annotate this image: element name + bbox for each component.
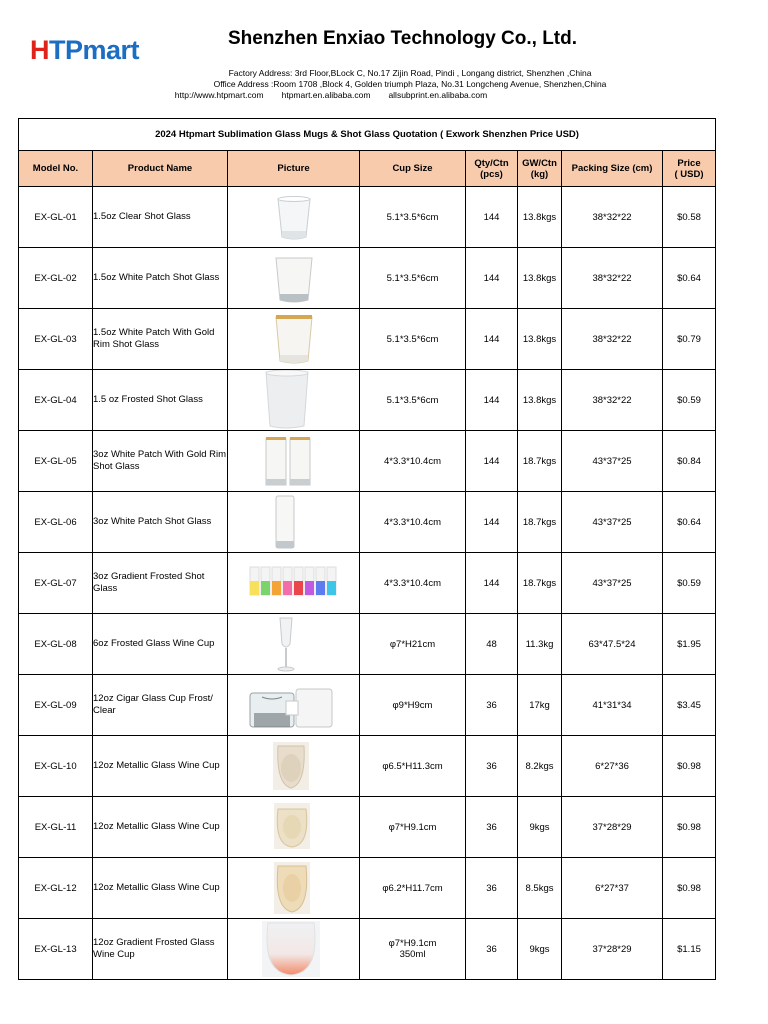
model-number-cell: EX-GL-06 [19,492,93,553]
qty-per-carton-cell: 144 [466,553,518,614]
product-picture-cell [228,797,360,858]
table-row [19,370,716,431]
qty-per-carton-cell: 36 [466,858,518,919]
packing-size-cell: 38*32*22 [562,248,663,309]
gross-weight-cell: 9kgs [518,919,562,980]
product-name-cell: 1.5oz White Patch Shot Glass [93,248,228,309]
price-cell: $0.59 [663,553,716,614]
qty-per-carton-cell: 36 [466,797,518,858]
cup-size-cell: 5.1*3.5*6cm [360,370,466,431]
model-number-cell: EX-GL-12 [19,858,93,919]
gross-weight-cell: 17kg [518,675,562,736]
col-header-cup-size: Cup Size [360,151,466,187]
packing-size-cell: 38*32*22 [562,187,663,248]
cup-size-cell: 4*3.3*10.4cm [360,431,466,492]
price-cell: $0.59 [663,370,716,431]
model-number-cell: EX-GL-09 [19,675,93,736]
qty-header-line1: Qty/Ctn [474,157,509,169]
gross-weight-cell: 9kgs [518,797,562,858]
product-picture-cell [228,858,360,919]
table-row [19,553,716,614]
col-header-qty [466,151,518,187]
product-image [228,675,359,735]
qty-per-carton-cell: 36 [466,919,518,980]
gross-weight-cell: 18.7kgs [518,553,562,614]
product-picture-cell [228,431,360,492]
table-row [19,858,716,919]
product-name-cell: 6oz Frosted Glass Wine Cup [93,614,228,675]
model-number-cell: EX-GL-05 [19,431,93,492]
product-image [228,797,359,857]
gross-weight-cell: 13.8kgs [518,370,562,431]
col-header-picture: Picture [228,151,360,187]
qty-per-carton-cell: 48 [466,614,518,675]
product-image [228,431,359,491]
packing-size-cell: 38*32*22 [562,309,663,370]
table-row [19,919,716,980]
cup-size-cell [360,919,466,980]
packing-size-cell: 63*47.5*24 [562,614,663,675]
product-picture-cell [228,736,360,797]
factory-address: Factory Address: 3rd Floor,BLock C, No.17 Zijin Road, Pindi , Longang district, Shenzhen ,China [228,68,592,78]
product-name-cell: 12oz Metallic Glass Wine Cup [93,858,228,919]
product-image [228,370,359,430]
table-title: 2024 Htpmart Sublimation Glass Mugs & Shot Glass Quotation ( Exwork Shenzhen Price USD) [19,119,716,151]
cup-size-cell: φ6.5*H11.3cm [360,736,466,797]
product-name-cell: 12oz Cigar Glass Cup Frost/ Clear [93,675,228,736]
table-row [19,431,716,492]
gross-weight-cell: 13.8kgs [518,248,562,309]
product-picture-cell [228,187,360,248]
product-name-cell: 1.5oz Clear Shot Glass [93,187,228,248]
product-image [228,309,359,369]
product-picture-cell [228,370,360,431]
cup-size-cell: 5.1*3.5*6cm [360,309,466,370]
product-name-cell: 1.5 oz Frosted Shot Glass [93,370,228,431]
price-cell: $3.45 [663,675,716,736]
product-picture-cell [228,614,360,675]
logo-mart: mart [82,35,140,65]
product-name-cell: 12oz Gradient Frosted Glass Wine Cup [93,919,228,980]
product-name-cell: 3oz White Patch Shot Glass [93,492,228,553]
model-number-cell: EX-GL-03 [19,309,93,370]
cup-volume: 350ml [399,949,426,960]
qty-per-carton-cell: 144 [466,431,518,492]
gross-weight-cell: 18.7kgs [518,492,562,553]
packing-size-cell: 38*32*22 [562,370,663,431]
allsubprint-link[interactable]: allsubprint.en.alibaba.com [388,90,488,100]
qty-per-carton-cell: 36 [466,675,518,736]
product-image [228,919,359,979]
table-row [19,675,716,736]
gross-weight-cell: 8.5kgs [518,858,562,919]
cup-size-cell: φ6.2*H11.7cm [360,858,466,919]
product-picture-cell [228,248,360,309]
product-name-cell: 1.5oz White Patch With Gold Rim Shot Glass [93,309,228,370]
product-image [228,553,359,613]
gross-weight-cell: 11.3kg [518,614,562,675]
product-picture-cell [228,675,360,736]
model-number-cell: EX-GL-01 [19,187,93,248]
alibaba-link[interactable]: htpmart.en.alibaba.com [281,90,371,100]
col-header-model: Model No. [19,151,93,187]
model-number-cell: EX-GL-13 [19,919,93,980]
website-links [140,90,540,101]
price-cell: $0.58 [663,187,716,248]
product-image [228,736,359,796]
product-picture-cell [228,492,360,553]
price-cell: $0.84 [663,431,716,492]
table-header-row [19,151,716,187]
gross-weight-cell: 13.8kgs [518,187,562,248]
cup-size-cell: φ9*H9cm [360,675,466,736]
gw-header-line1: GW/Ctn [522,157,557,169]
qty-per-carton-cell: 144 [466,248,518,309]
table-row [19,492,716,553]
logo-h: H [30,35,49,65]
cup-size-cell: 5.1*3.5*6cm [360,248,466,309]
gw-header-line2: (kg) [530,168,549,180]
packing-size-cell: 43*37*25 [562,492,663,553]
product-image [228,492,359,552]
product-picture-cell [228,919,360,980]
model-number-cell: EX-GL-02 [19,248,93,309]
qty-per-carton-cell: 144 [466,187,518,248]
qty-per-carton-cell: 144 [466,309,518,370]
model-number-cell: EX-GL-10 [19,736,93,797]
model-number-cell: EX-GL-07 [19,553,93,614]
col-header-price [663,151,716,187]
product-name-cell: 3oz Gradient Frosted Shot Glass [93,553,228,614]
logo-tp: TP [49,35,83,65]
office-address: Office Address :Room 1708 ,Block 4, Golden triumph Plaza, No.31 Longcheng Avenue, Shenzhen,China [213,79,607,89]
col-header-name: Product Name [93,151,228,187]
product-image [228,614,359,674]
price-cell: $1.95 [663,614,716,675]
price-cell: $1.15 [663,919,716,980]
packing-size-cell: 37*28*29 [562,919,663,980]
qty-per-carton-cell: 144 [466,492,518,553]
product-image [228,248,359,308]
product-name-cell: 12oz Metallic Glass Wine Cup [93,736,228,797]
product-picture-cell [228,553,360,614]
price-header-line2: ( USD) [674,168,704,180]
col-header-gw [518,151,562,187]
website-link[interactable]: http://www.htpmart.com [174,90,264,100]
price-cell: $0.98 [663,858,716,919]
price-cell: $0.64 [663,492,716,553]
qty-per-carton-cell: 144 [466,370,518,431]
company-name: Shenzhen Enxiao Technology Co., Ltd. [227,28,578,49]
product-name-cell: 12oz Metallic Glass Wine Cup [93,797,228,858]
htpmart-logo [30,37,139,64]
product-image [228,858,359,918]
qty-header-line2: (pcs) [480,168,503,180]
product-name-cell: 3oz White Patch With Gold Rim Shot Glass [93,431,228,492]
quotation-table [18,118,716,980]
price-cell: $0.64 [663,248,716,309]
price-cell: $0.98 [663,797,716,858]
model-number-cell: EX-GL-04 [19,370,93,431]
table-row [19,797,716,858]
price-header-line1: Price [677,157,701,169]
packing-size-cell: 43*37*25 [562,553,663,614]
model-number-cell: EX-GL-08 [19,614,93,675]
cup-size-cell: φ7*H21cm [360,614,466,675]
packing-size-cell: 6*27*36 [562,736,663,797]
cup-size-cell: 4*3.3*10.4cm [360,553,466,614]
table-row [19,736,716,797]
packing-size-cell: 37*28*29 [562,797,663,858]
cup-size-cell: φ7*H9.1cm [360,797,466,858]
packing-size-cell: 43*37*25 [562,431,663,492]
product-picture-cell [228,309,360,370]
cup-size-cell: 4*3.3*10.4cm [360,492,466,553]
model-number-cell: EX-GL-11 [19,797,93,858]
table-row [19,187,716,248]
gross-weight-cell: 8.2kgs [518,736,562,797]
col-header-packing: Packing Size (cm) [562,151,663,187]
gross-weight-cell: 13.8kgs [518,309,562,370]
packing-size-cell: 41*31*34 [562,675,663,736]
price-cell: $0.79 [663,309,716,370]
table-row [19,248,716,309]
table-row [19,614,716,675]
product-image [228,187,359,247]
cup-size-cell: 5.1*3.5*6cm [360,187,466,248]
gross-weight-cell: 18.7kgs [518,431,562,492]
price-cell: $0.98 [663,736,716,797]
table-row [19,309,716,370]
qty-per-carton-cell: 36 [466,736,518,797]
cup-size: φ7*H9.1cm [388,938,437,949]
packing-size-cell: 6*27*37 [562,858,663,919]
